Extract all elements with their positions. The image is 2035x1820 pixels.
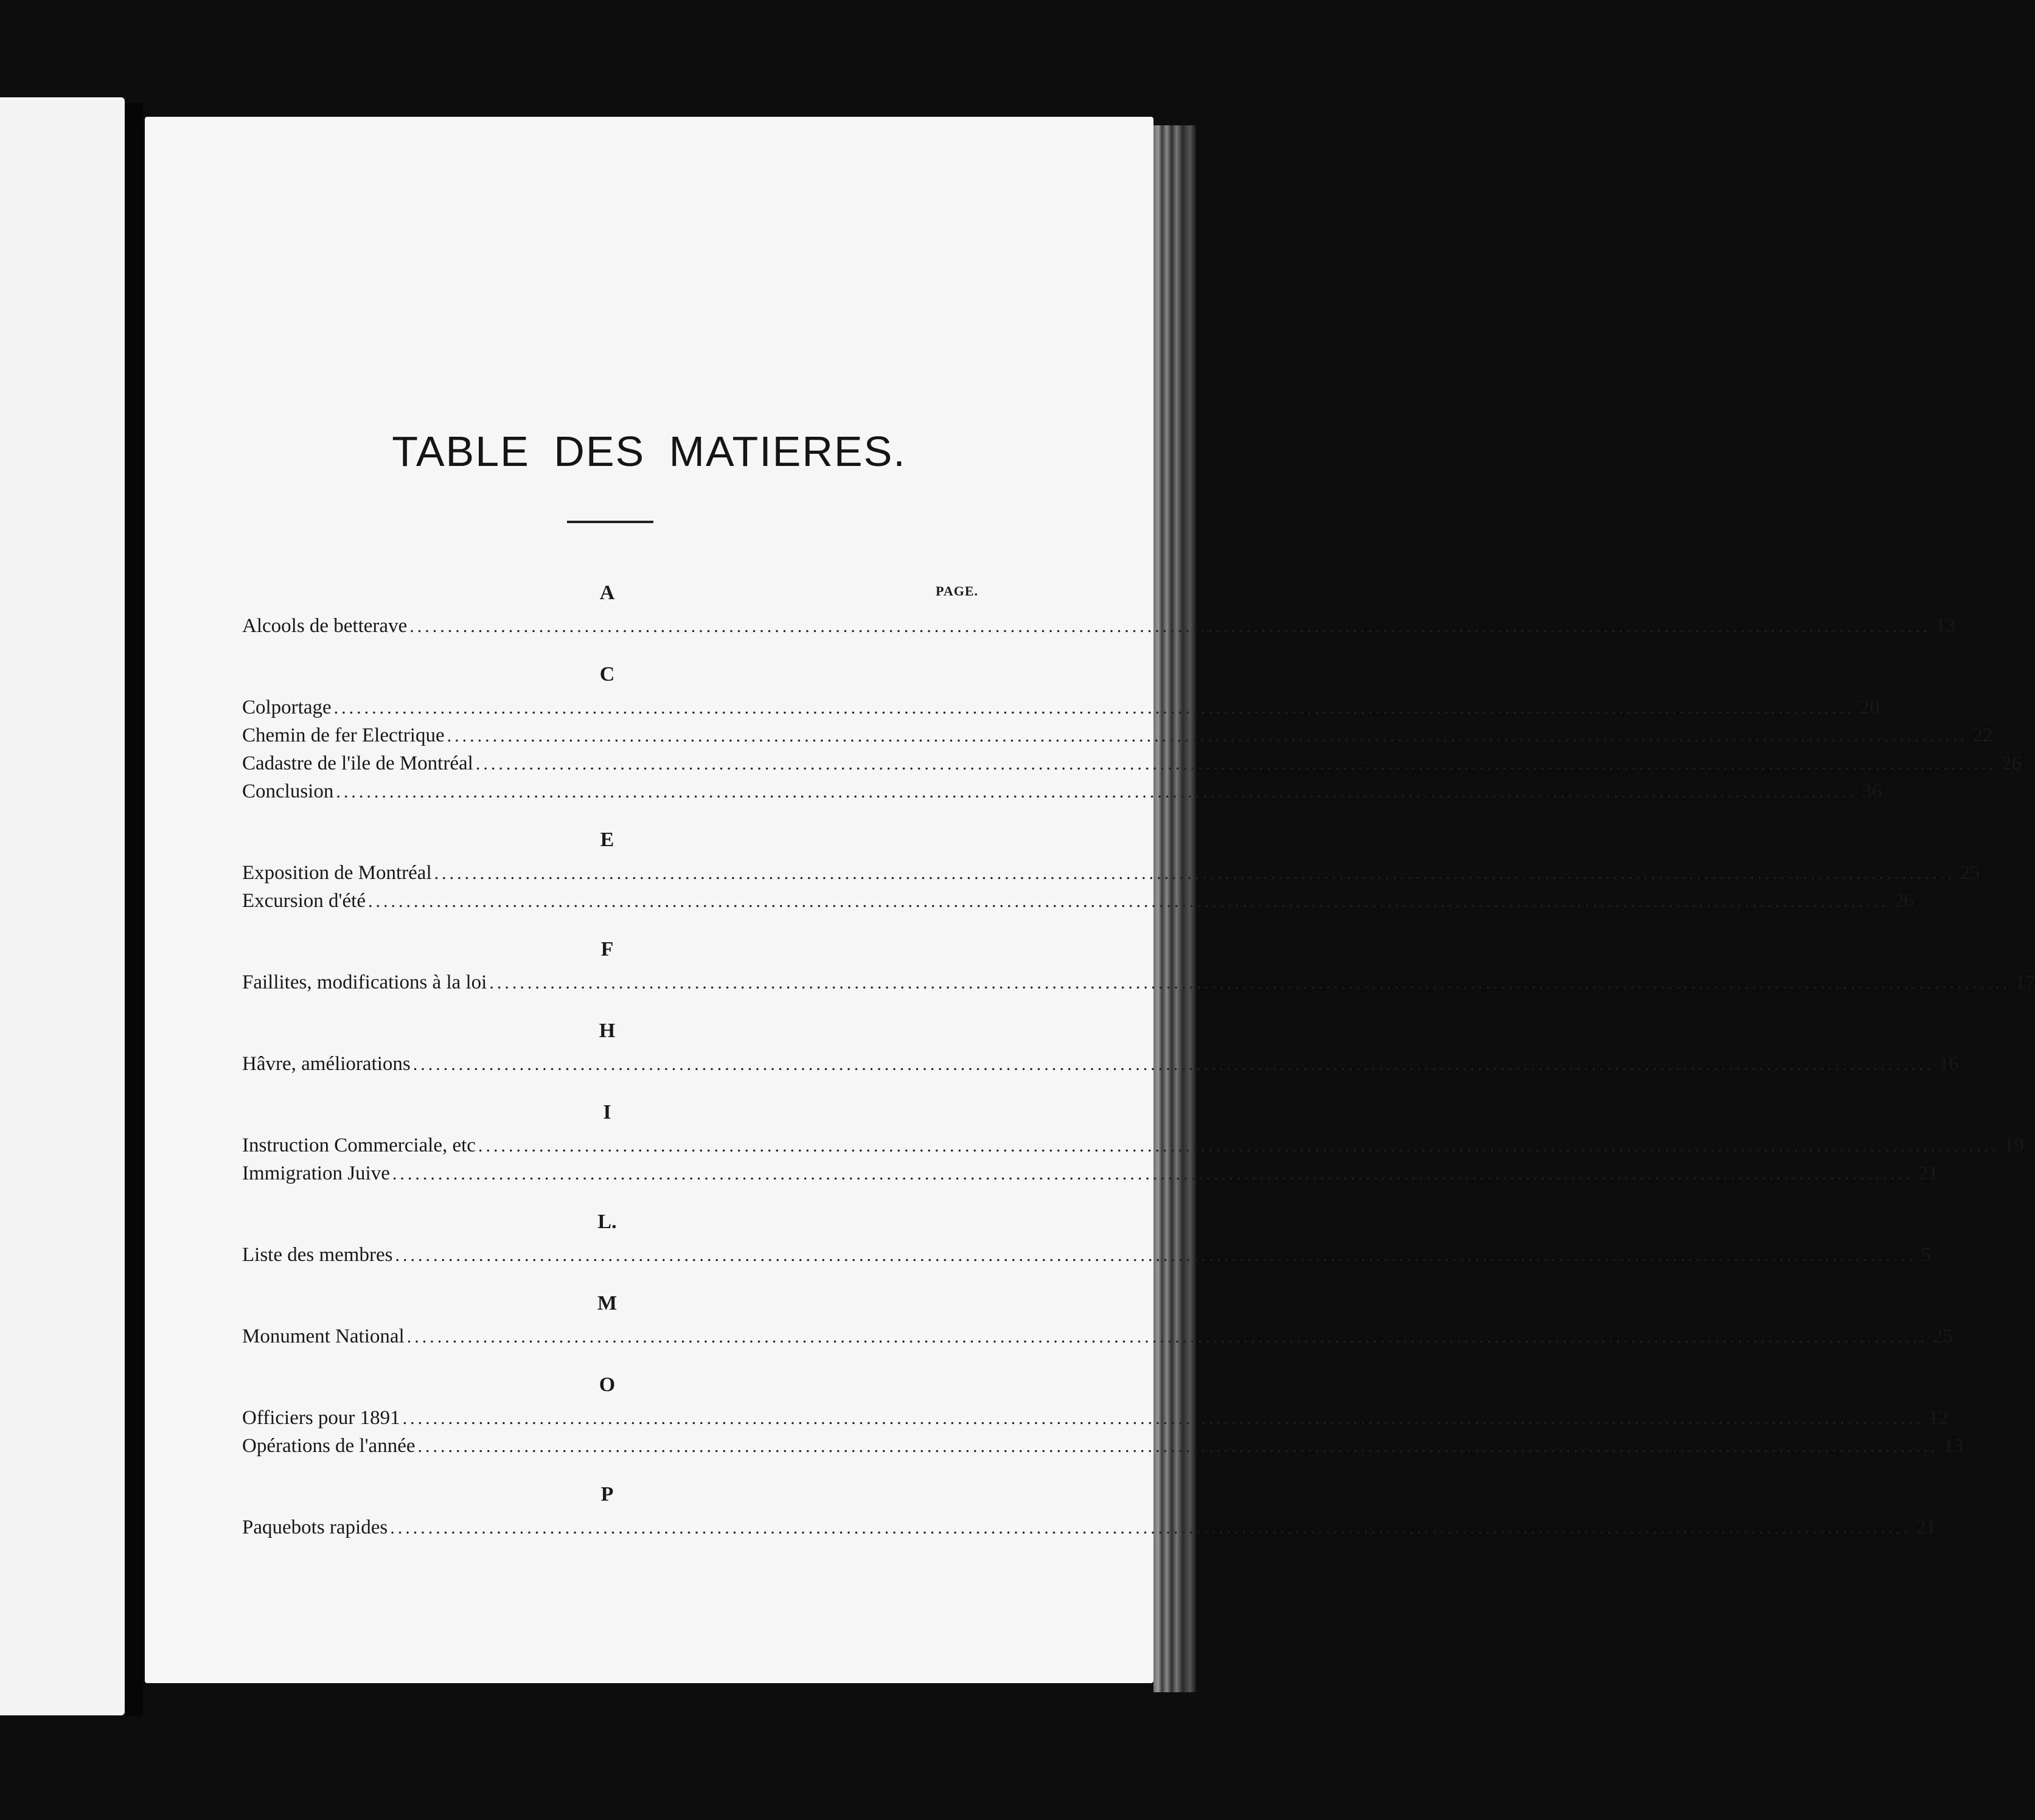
entry-label: Opérations de l'année xyxy=(242,1435,416,1457)
toc-entry xyxy=(242,1432,1964,1460)
page-column-header: PAGE. xyxy=(936,583,978,599)
entry-page: 21 xyxy=(1918,1162,1938,1184)
entry-page: 13 xyxy=(1943,1435,1964,1457)
entry-page: 12 xyxy=(1928,1407,1949,1429)
section-letter: I xyxy=(603,1101,611,1124)
toc-entry xyxy=(242,859,1980,887)
entry-page: 5 xyxy=(1921,1244,1931,1266)
page-title: TABLE DES MATIERES. xyxy=(392,428,906,475)
toc-entry xyxy=(242,612,1956,640)
toc-section-o xyxy=(242,1366,1964,1460)
entry-page: 26 xyxy=(2001,752,2022,774)
dot-leader: ........................................................................................................................................................................................................ xyxy=(392,1164,1913,1184)
toc-section-f xyxy=(242,931,2035,996)
entry-page: 17 xyxy=(2015,971,2035,993)
section-letter: H xyxy=(599,1019,616,1042)
title-rule xyxy=(567,521,653,523)
toc-entry xyxy=(242,1131,2024,1159)
dot-leader: ........................................................................................................................................................................................................ xyxy=(390,1518,1912,1538)
entry-page: 21 xyxy=(1916,1516,1936,1538)
section-letter: M xyxy=(597,1292,617,1315)
left-page-edge xyxy=(0,97,125,1715)
entry-page: 36 xyxy=(1862,780,1882,802)
entry-label: Colportage xyxy=(242,696,332,718)
toc-section-e xyxy=(242,821,1980,915)
entry-page: 25 xyxy=(1960,862,1980,884)
entry-label: Cadastre de l'ile de Montréal xyxy=(242,752,473,774)
toc-entry xyxy=(242,1404,1949,1432)
toc-entry xyxy=(242,887,1914,915)
entry-label: Immigration Juive xyxy=(242,1162,390,1184)
book-gutter xyxy=(125,103,143,1715)
dot-leader: ........................................................................................................................................................................................................ xyxy=(478,1136,1999,1156)
document-page xyxy=(145,117,2035,1683)
section-letter: F xyxy=(600,938,614,960)
toc-entry xyxy=(242,777,1882,805)
section-letter: A xyxy=(599,582,615,604)
toc-section-h xyxy=(242,1012,1959,1078)
entry-page: 16 xyxy=(1938,1053,1959,1075)
entry-page: 25 xyxy=(1932,1325,1953,1347)
section-letter: P xyxy=(600,1483,614,1506)
entry-label: Paquebots rapides xyxy=(242,1516,388,1538)
toc-entry xyxy=(242,721,1993,749)
toc-entry xyxy=(242,1159,1938,1187)
entry-label: Instruction Commerciale, etc xyxy=(242,1134,476,1156)
dot-leader: ........................................................................................................................................................................................................ xyxy=(412,1054,1934,1074)
toc-entry xyxy=(242,749,2022,777)
entry-label: Chemin de fer Electrique xyxy=(242,724,445,746)
toc-section-i xyxy=(242,1094,2024,1187)
entry-label: Hâvre, améliorations xyxy=(242,1053,411,1075)
table-of-contents xyxy=(242,574,2035,1541)
section-letter: O xyxy=(599,1374,616,1396)
toc-section-p xyxy=(242,1476,1936,1541)
toc-section-a xyxy=(242,574,1956,640)
entry-label: Monument National xyxy=(242,1325,405,1347)
dot-leader: ........................................................................................................................................................................................................ xyxy=(406,1327,1928,1347)
dot-leader: ........................................................................................................................................................................................................ xyxy=(402,1408,1924,1428)
section-letter: E xyxy=(600,828,614,851)
section-letter: C xyxy=(599,663,615,686)
toc-entry xyxy=(242,693,1880,721)
entry-label: Alcools de betterave xyxy=(242,615,408,637)
dot-leader: ........................................................................................................................................................................................................ xyxy=(489,973,2011,993)
toc-entry xyxy=(242,1513,1936,1541)
section-letter: L. xyxy=(597,1210,617,1233)
entry-label: Liste des membres xyxy=(242,1244,393,1266)
dot-leader: ........................................................................................................................................................................................................ xyxy=(434,863,1955,883)
entry-page: 20 xyxy=(1859,696,1880,718)
entry-page: 13 xyxy=(1935,615,1956,637)
toc-section-c xyxy=(242,656,2022,805)
dot-leader: ........................................................................................................................................................................................................ xyxy=(333,698,1855,718)
entry-page: 22 xyxy=(1972,724,1993,746)
toc-section-l xyxy=(242,1203,1931,1269)
entry-page: 19 xyxy=(2003,1134,2024,1156)
toc-entry xyxy=(242,968,2035,996)
toc-entry xyxy=(242,1322,1953,1350)
entry-label: Officiers pour 1891 xyxy=(242,1407,400,1429)
toc-entry xyxy=(242,1050,1959,1078)
toc-section-m xyxy=(242,1285,1953,1350)
entry-label: Conclusion xyxy=(242,780,334,802)
dot-leader: ........................................................................................................................................................................................................ xyxy=(447,726,1968,746)
toc-entry xyxy=(242,1241,1931,1269)
dot-leader: ........................................................................................................................................................................................................ xyxy=(395,1245,1916,1265)
entry-page: 26 xyxy=(1893,890,1914,912)
dot-leader: ........................................................................................................................................................................................................ xyxy=(367,891,1889,911)
entry-label: Faillites, modifications à la loi xyxy=(242,971,487,993)
dot-leader: ........................................................................................................................................................................................................ xyxy=(336,782,1857,802)
dot-leader: ........................................................................................................................................................................................................ xyxy=(417,1436,1939,1456)
entry-label: Excursion d'été xyxy=(242,890,366,912)
dot-leader: ........................................................................................................................................................................................................ xyxy=(409,616,1931,636)
entry-label: Exposition de Montréal xyxy=(242,862,432,884)
dot-leader: ........................................................................................................................................................................................................ xyxy=(475,754,1997,774)
